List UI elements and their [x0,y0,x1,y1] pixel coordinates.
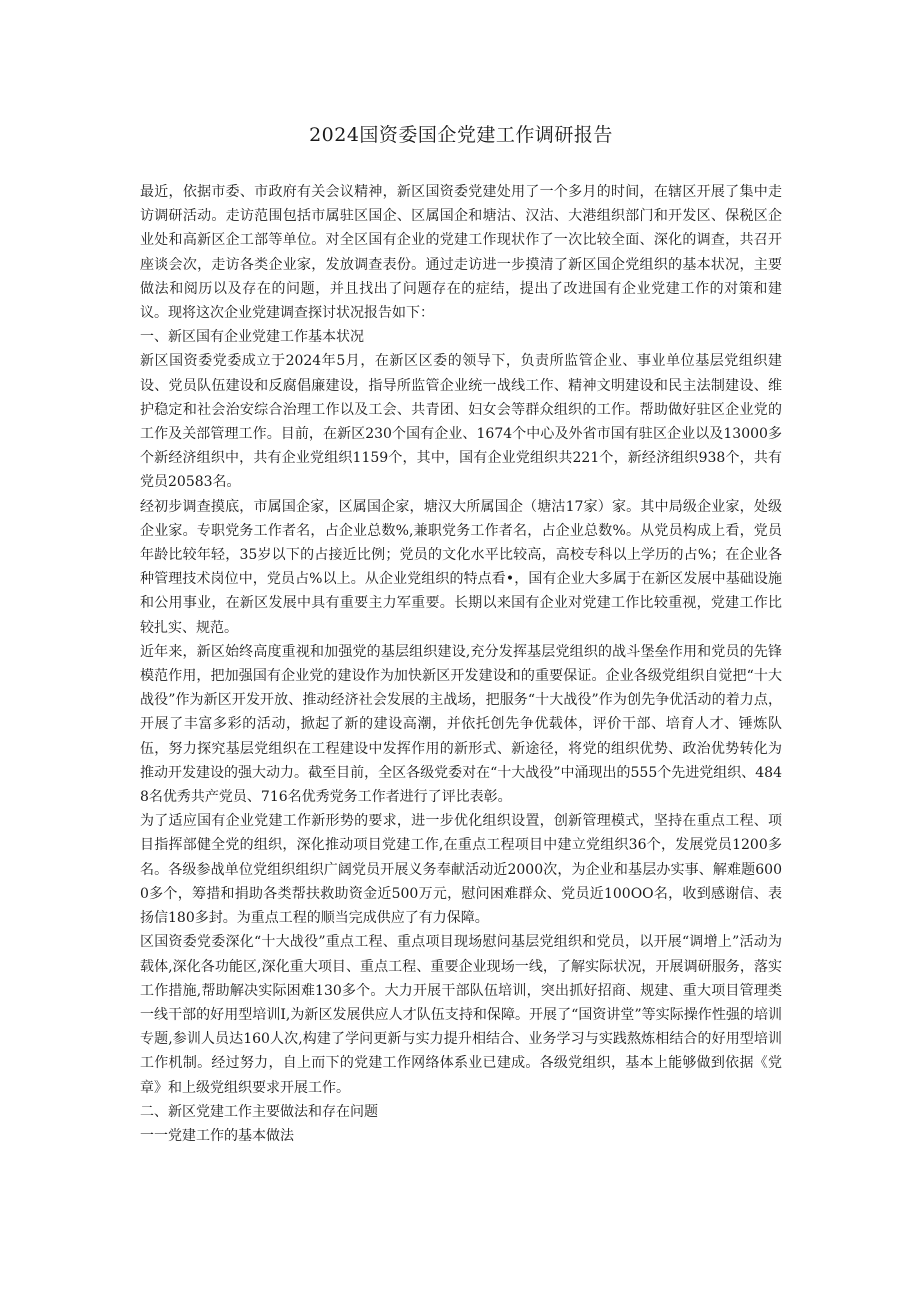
section-heading-1: 一、新区国有企业党建工作基本状况 [140,329,364,346]
document-page [140,118,782,1148]
body-paragraph: 经初步调查摸底，市属国企家，区属国企家，塘汉大所属国企（塘沽17家）家。其中局级企业家，处级企业家。专职党务工作者名，占企业总数%,兼职党务工作者名，占企业总数%。从党员构成上看，党员年龄比较年轻，35岁以下的占接近比例；党员的文化水平比较高，高校专科以上学历的占%；在企业各种管理技术岗位中，党员占%以上。从企业党组织的特点看•，国有企业大多属于在新区发展中基础设施和公用事业，在新区发展中具有重要主力军重要。长期以来国有企业对党建工作比较重视，党建工作比较扎实、规范。 [140,498,782,636]
document-title: 2024国资委国企党建工作调研报告 [309,124,613,146]
subsection-heading: 一一党建工作的基本做法 [140,1127,294,1144]
intro-paragraph: 最近，依据市委、市政府有关会议精神，新区国资委党建处用了一个多月的时间，在辖区开展了集中走访调研活动。走访范围包括市属驻区国企、区属国企和塘沽、汉沽、大港组织部门和开发区、保税区企业处和高新区企工部等单位。对全区国有企业的党建工作现状作了一次比较全面、深化的调查，共召开座谈会次，走访各类企业家，发放调查表份。通过走访进一步摸清了新区国企党组织的基本状况，主要做法和阅历以及存在的问题，并且找出了问题存在的症结，提出了改进国有企业党建工作的对策和建议。现将这次企业党建调查探讨状况报告如下： [140,184,782,322]
body-paragraph: 为了适应国有企业党建工作新形势的要求，进一步优化组织设置，创新管理模式，坚持在重点工程、项目指挥部健全党的组织，深化推动项目党建工作,在重点工程项目中建立党组织36个，发展党员1200多名。各级参战单位党组织组织广阔党员开展义务奉献活动近2000次，为企业和基层办实事、解难题6000多个，筹措和捐助各类帮扶救助资金近500万元，慰问困难群众、党员近100OO名，收到感谢信、表扬信180多封。为重点工程的顺当完成供应了有力保障。 [140,813,782,927]
section-heading-2: 二、新区党建工作主要做法和存在问题 [140,1103,378,1120]
body-paragraph: 新区国资委党委成立于2024年5月，在新区区委的领导下，负责所监管企业、事业单位基层党组织建设、党员队伍建设和反腐倡廉建设，指导所监管企业统一战线工作、精神文明建设和民主法制建设、维护稳定和社会治安综合治理工作以及工会、共青团、妇女会等群众组织的工作。帮助做好驻区企业党的工作及关部管理工作。目前，在新区230个国有企业、1674个中心及外省市国有驻区企业以及13000多个新经济组织中，共有企业党组织1159个，其中，国有企业党组织共221个，新经济组织938个，共有党员20583名。 [140,353,782,491]
body-paragraph: 区国资委党委深化“十大战役”重点工程、重点项目现场慰问基层党组织和党员，以开展“调增上”活动为载体,深化各功能区,深化重大项目、重点工程、重要企业现场一线，了解实际状况，开展调研服务，落实工作措施,帮助解决实际困难130多个。大力开展干部队伍培训，突出抓好招商、规建、重大项目管理类一线干部的好用型培训I,为新区发展供应人才队伍支持和保障。开展了“国资讲堂”等实际操作性强的培训专题,参训人员达160人次,构建了学问更新与实力提升相结合、业务学习与实践熬炼相结合的好用型培训工作机制。经过努力，自上而下的党建工作网络体系业已建成。各级党组织，基本上能够做到依据《党章》和上级党组织要求开展工作。 [140,934,782,1096]
body-paragraph: 近年来，新区始终高度重视和加强党的基层组织建设,充分发挥基层党组织的战斗堡垒作用和党员的先锋模范作用，把加强国有企业党的建设作为加快新区开发建设和的重要保证。企业各级党组织自觉把“十大战役”作为新区开发开放、推动经济社会发展的主战场，把服务“十大战役”作为创先争优活动的着力点，开展了丰富多彩的活动，掀起了新的建设高潮，并依托创先争优载体，评价干部、培育人才、锤炼队伍，努力探究基层党组织在工程建设中发挥作用的新形式、新途径，将党的组织优势、政治优势转化为推动开发建设的强大动力。截至目前，全区各级党委对在“十大战役”中涌现出的555个先进党组织、4848名优秀共产党员、716名优秀党务工作者进行了评比表彰。 [140,643,782,806]
